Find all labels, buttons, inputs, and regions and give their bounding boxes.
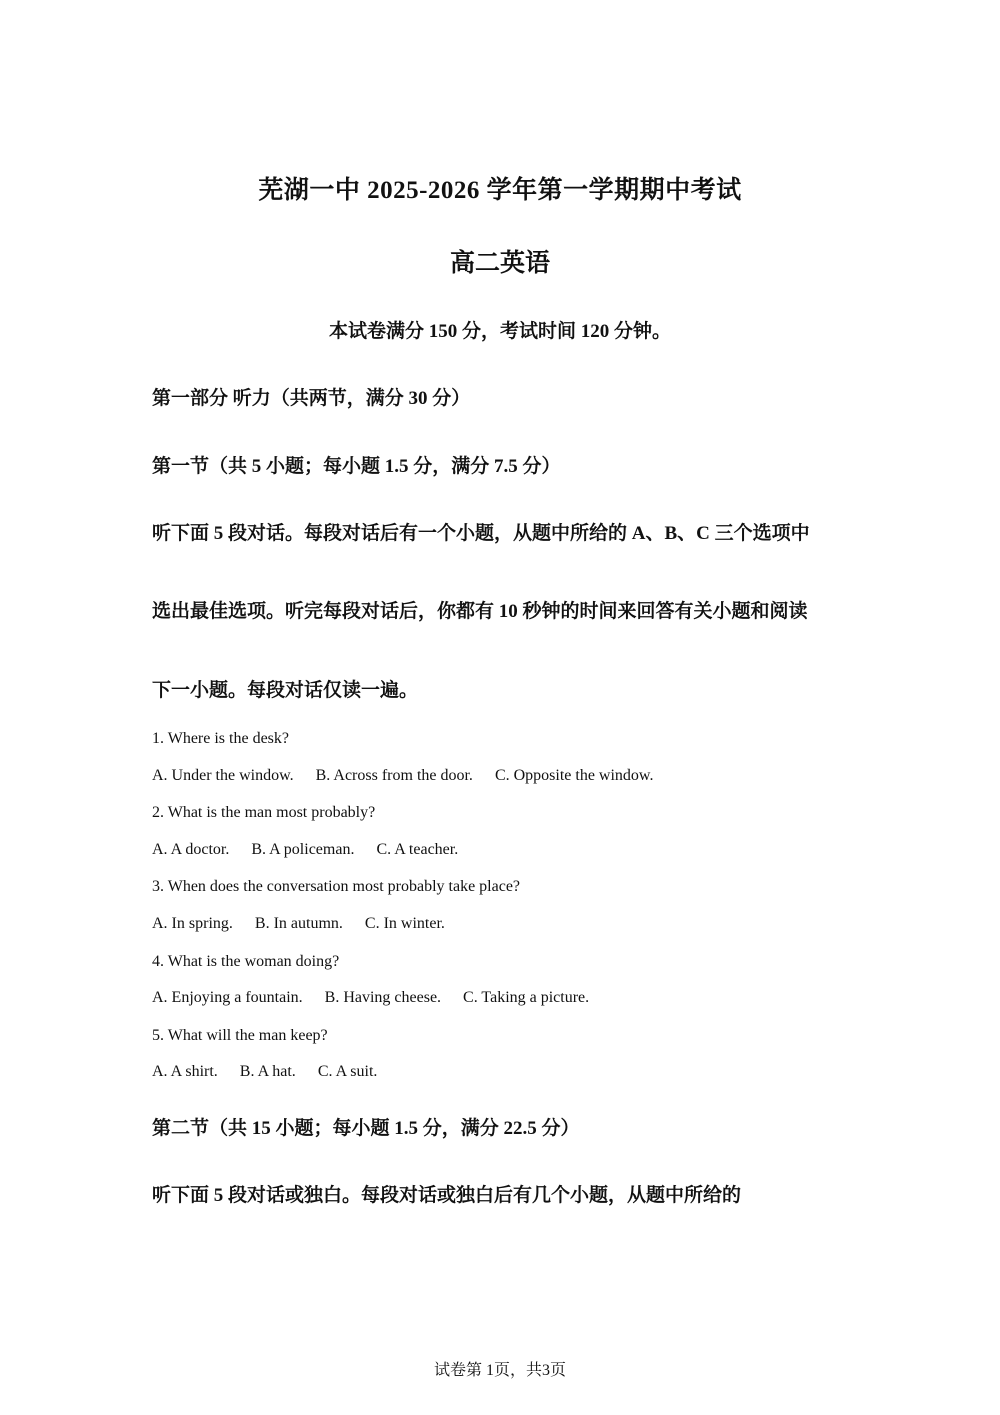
option-c: C. A suit. <box>317 1063 378 1080</box>
option-b: B. A policeman. <box>251 841 355 858</box>
option-b: B. A hat. <box>239 1063 296 1080</box>
page-footer: 试卷第 1页，共3页 <box>433 1362 566 1379</box>
option-a: A. Enjoying a fountain. <box>152 989 303 1006</box>
question-stem-4: 4. What is the woman doing? <box>152 953 340 970</box>
option-b: B. In autumn. <box>254 915 343 932</box>
question-options-5 <box>152 1063 395 1081</box>
option-c: C. A teacher. <box>376 841 459 858</box>
section2-heading: 第二节（共 15 小题；每小题 1.5 分，满分 22.5 分） <box>152 1118 580 1139</box>
question-options-2 <box>152 841 476 859</box>
option-a: A. Under the window. <box>152 767 294 784</box>
option-b: B. Having cheese. <box>324 989 442 1006</box>
option-a: A. A shirt. <box>152 1063 218 1080</box>
option-c: C. In winter. <box>364 915 445 932</box>
question-stem-1: 1. Where is the desk? <box>152 730 289 747</box>
part1-heading: 第一部分 听力（共两节，满分 30 分） <box>152 388 471 409</box>
exam-note: 本试卷满分 150 分，考试时间 120 分钟。 <box>328 321 671 342</box>
option-a: A. In spring. <box>152 915 233 932</box>
option-c: C. Opposite the window. <box>494 767 654 784</box>
section1-heading: 第一节（共 5 小题；每小题 1.5 分，满分 7.5 分） <box>152 456 561 477</box>
section1-instruction-line: 下一小题。每段对话仅读一遍。 <box>152 680 419 701</box>
question-stem-3: 3. When does the conversation most probably take place? <box>152 878 521 895</box>
option-c: C. Taking a picture. <box>463 989 590 1006</box>
question-stem-5: 5. What will the man keep? <box>152 1027 328 1044</box>
subject-title: 高二英语 <box>449 250 550 277</box>
section2-instruction-line: 听下面 5 段对话或独白。每段对话或独白后有几个小题，从题中所给的 <box>152 1185 742 1206</box>
section1-instruction-line: 选出最佳选项。听完每段对话后，你都有 10 秒钟的时间来回答有关小题和阅读 <box>152 601 808 622</box>
option-b: B. Across from the door. <box>315 767 473 784</box>
question-options-1 <box>152 767 671 785</box>
option-a: A. A doctor. <box>152 841 230 858</box>
question-options-4 <box>152 989 607 1007</box>
exam-title: 芜湖一中 2025-2026 学年第一学期期中考试 <box>258 177 742 204</box>
question-stem-2: 2. What is the man most probably? <box>152 804 376 821</box>
section1-instruction-line: 听下面 5 段对话。每段对话后有一个小题，从题中所给的 A、B、C 三个选项中 <box>152 523 810 544</box>
question-options-3 <box>152 915 463 933</box>
